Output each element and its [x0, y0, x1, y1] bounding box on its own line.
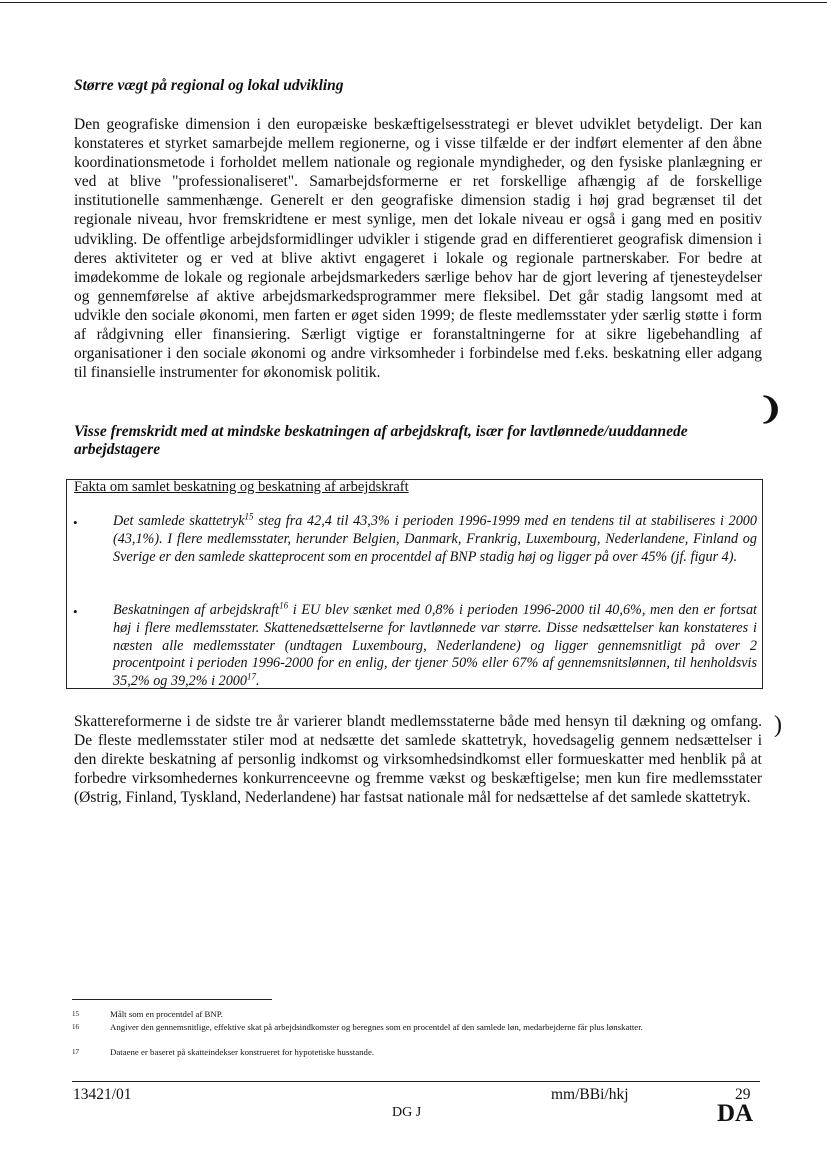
- footnote-separator: [72, 999, 272, 1000]
- page-number: 29: [735, 1086, 751, 1103]
- margin-bracket-mark: ): [774, 712, 782, 738]
- paragraph-regional: Den geografiske dimension i den europæiske beskæftigelsesstrategi er blevet udviklet betydeligt. Der kan konstateres et styrket samarbejde mellem regionerne, og i visse tilfælde er der indført elementer af den åbne koordinationsmetode i forholdet mellem nationale og regionale myndigheder, og den fysiske planlægning er ved at blive "professionaliseret". Samarbejdsformerne er ret forskellige afhængig af de forskellige institutionelle sammenhænge. Generelt er den geografiske dimension stadig i høj grad begrænset til det regionale niveau, hvor fremskridtene er mest synlige, men det lokale niveau er også i gang med en positiv udvikling. De offentlige arbejdsformidlinger udvikler i stigende grad en differentieret geografisk dimension i deres aktiviteter og er ved at blive aktivt engageret i lokale og regionale partnerskaber. For bedre at imødekomme de lokale og regionale arbejdsmarkeders særlige behov har de gjort levering af tjenesteydelser og gennemførelse af aktive arbejdsmarkedsprogrammer mere fleksibel. Det går stadig langsomt med at udvikle den sociale økonomi, men farten er øget siden 1999; de fleste medlemsstater yder særlig støtte i form af rådgivning eller finansiering. Særligt vigtige er foranstaltningerne for at sikre ligebehandling af organisationer i den sociale økonomi og andre virksomheder i forbindelse med f.eks. beskatning eller adgang til finansielle instrumenter for økonomisk politik.: [74, 116, 762, 382]
- footnote-number: 15: [72, 1010, 79, 1018]
- directorate-general: DG J: [392, 1105, 422, 1120]
- footnote-text: Dataene er baseret på skatteindekser konstrueret for hypotetiske husstande.: [110, 1047, 375, 1057]
- footnote-ref-16: 16: [279, 600, 289, 611]
- footnote-text: Angiver den gennemsnitlige, effektive skat på arbejdsindkomster og beregnes som en procentdel af den samlede løn, medarbejderne får plus lønskatter.: [110, 1022, 643, 1032]
- document-number: 13421/01: [73, 1086, 132, 1103]
- footnote-text: Målt som en procentdel af BNP.: [110, 1009, 223, 1019]
- top-border-line: [0, 2, 827, 3]
- language-code: DA: [717, 1100, 754, 1127]
- facts-bullet-2: [113, 602, 757, 691]
- paragraph-tax-reforms: Skattereformerne i de sidste tre år varierer blandt medlemsstaterne både med hensyn til dækning og omfang. De fleste medlemsstater stiler mod at nedsætte det samlede skattetryk, hovedsagelig gennem nedsættelser i den direkte beskatning af personlig indkomst og virksomhedsindkomst eller formueskatter med henblik på at forbedre virksomhedernes konkurrenceevne og fremme vækst og beskæftigelse; men kun fire medlemsstater (Østrig, Finland, Tyskland, Nederlandene) har fastsat nationale mål for nedsættelse af det samlede skattetryk.: [74, 713, 762, 807]
- section-heading-regional: Større vægt på regional og lokal udvikling: [74, 77, 344, 94]
- reference-initials: mm/BBi/hkj: [551, 1086, 629, 1103]
- footnote-ref-17: 17: [247, 671, 256, 682]
- footnote-number: 16: [72, 1023, 79, 1031]
- margin-bracket-mark: ❩: [758, 393, 784, 426]
- section-heading-taxation: Visse fremskridt med at mindske beskatningen af arbejdskraft, især for lavtlønnede/uuddannede arbejdstagere: [74, 423, 688, 458]
- bullet-2-text-mid: i EU blev sænket med 0,8% i perioden 1996-2000 til 40,6%, men den er fortsat høj i flere medlemsstater. Skattenedsættelserne for lavtlønnede var større. Disse nedsættelser kan konstateres i næsten alle medlemsstater (undtagen Luxembourg, Nederlandene) og ligger gennemsnitligt på over 2 procentpoint i perioden 1996-2000 for en enlig, der tjener 50% eller 67% af gennemsnitslønnen, til henholdsvis 35,2% og 39,2% i 2000: [113, 602, 757, 690]
- footnote-ref-15: 15: [244, 511, 254, 522]
- bullet-1-text-end: steg fra 42,4 til 43,3% i perioden 1996-1999 med en tendens til at stabiliseres i 2000 (43,1%). I flere medlemsstater, herunder Belgien, Danmark, Frankrig, Luxembourg, Nederlandene, Finland og Sverige er den samlede skatteprocent som en procentdel af BNP stadig høj og ligger på over 45% (jf. figur 4).: [113, 513, 757, 565]
- footnote-number: 17: [72, 1048, 79, 1056]
- bullet-2-text-start: Beskatningen af arbejdskraft: [113, 602, 280, 618]
- bullet-1-text-start: Det samlede skattetryk: [113, 513, 245, 529]
- bullet-marker: •: [73, 604, 78, 619]
- bullet-marker: •: [73, 515, 78, 530]
- bullet-2-text-end: .: [256, 673, 260, 690]
- facts-box-title: Fakta om samlet beskatning og beskatning af arbejdskraft: [74, 479, 409, 495]
- facts-bullet-1: [113, 513, 757, 566]
- footer-separator: [72, 1081, 760, 1082]
